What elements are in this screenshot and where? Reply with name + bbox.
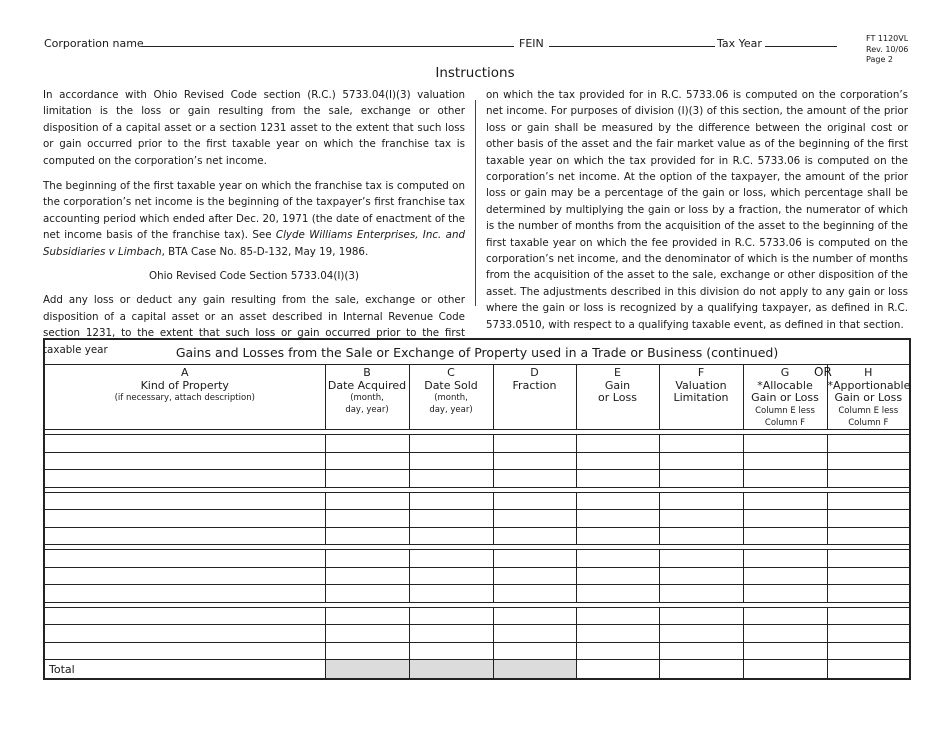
table-title: Gains and Losses from the Sale or Exchange of Property used in a Trade or Business (continued) — [44, 339, 910, 365]
gains-losses-table — [43, 338, 911, 680]
entry-cell-e[interactable] — [576, 470, 659, 488]
case-citation: Clyde Williams Enterprises, Inc. and Subsidiaries v Limbach — [43, 229, 466, 258]
entry-cell-e[interactable] — [576, 625, 659, 643]
entry-cell-c[interactable] — [409, 625, 493, 643]
column-letter: F — [697, 366, 705, 379]
instructions-title: Instructions — [435, 65, 515, 81]
column-header-a — [44, 365, 325, 430]
entry-cell-h[interactable] — [827, 625, 910, 643]
column-header-h — [827, 365, 910, 430]
entry-cell-c[interactable] — [409, 452, 493, 470]
instructions-paragraph-3: Add any loss or deduct any gain resulting from the sale, exchange or other disposition of a capital asset or an asset described in Internal Revenue Code section 1231, to the extent that such loss or gain occurred prior to the first taxable year — [43, 294, 465, 356]
entry-cell-h[interactable] — [827, 527, 910, 545]
paragraph-2-text-a: The beginning of the first taxable year on which the franchise tax is computed on the corporation’s net income is the beginning of the taxpayer’s first franchise tax accounting period which ended after Dec. 20, 1971 (the date of enactment of the net income basis of the franchise tax). See — [43, 180, 465, 242]
total-cell-g[interactable] — [743, 660, 827, 680]
entry-cell-e[interactable] — [576, 585, 659, 603]
entry-cell-c[interactable] — [409, 585, 493, 603]
instructions-paragraph-1: In accordance with Ohio Revised Code section (R.C.) 5733.04(I)(3) valuation limitation is the loss or gain resulting from the sale, exchange or other disposition of a capital asset or a section 1231 asset to the extent that such loss or gain occurred prior to the first taxable year on which the franchise tax is computed on the corporation’s net income. — [43, 89, 465, 167]
entry-cell-e[interactable] — [576, 510, 659, 528]
table-row — [44, 585, 910, 603]
entry-cell-b[interactable] — [325, 492, 409, 510]
entry-cell-g[interactable] — [743, 435, 827, 453]
table-row — [44, 470, 910, 488]
entry-cell-h[interactable] — [827, 567, 910, 585]
entry-cell-b[interactable] — [325, 527, 409, 545]
entry-cell-a[interactable] — [44, 550, 325, 568]
entry-cell-g[interactable] — [743, 492, 827, 510]
entry-cell-c[interactable] — [409, 527, 493, 545]
column-header-f — [659, 365, 743, 430]
entry-cell-b[interactable] — [325, 452, 409, 470]
entry-cell-a[interactable] — [44, 435, 325, 453]
entry-cell-h[interactable] — [827, 550, 910, 568]
entry-cell-g[interactable] — [743, 625, 827, 643]
tax-year-field[interactable] — [765, 46, 837, 47]
fein-field[interactable] — [549, 46, 715, 47]
entry-cell-a[interactable] — [44, 452, 325, 470]
column-header-b — [325, 365, 409, 430]
column-note1: (if necessary, attach description) — [114, 393, 255, 403]
instructions-left-column — [43, 87, 465, 358]
column-header-d — [493, 365, 576, 430]
entry-cell-b[interactable] — [325, 607, 409, 625]
entry-cell-b[interactable] — [325, 470, 409, 488]
entry-cell-d[interactable] — [493, 435, 576, 453]
entry-cell-d[interactable] — [493, 567, 576, 585]
entry-cell-h[interactable] — [827, 452, 910, 470]
entry-cell-a[interactable] — [44, 625, 325, 643]
column-label2: or Loss — [598, 391, 637, 404]
column-letter: H — [864, 366, 873, 379]
entry-cell-a[interactable] — [44, 492, 325, 510]
page-number: Page 2 — [866, 55, 893, 64]
form-revision: Rev. 10/06 — [866, 44, 909, 54]
column-note2: Column F — [764, 417, 806, 428]
entry-cell-b[interactable] — [325, 435, 409, 453]
column-label1: *Allocable — [757, 378, 813, 392]
column-label1: Valuation — [675, 378, 727, 392]
entry-cell-f[interactable] — [659, 470, 743, 488]
entry-cell-f[interactable] — [659, 492, 743, 510]
form-id: FT 1120VL — [866, 34, 909, 43]
entry-cell-e[interactable] — [576, 527, 659, 545]
entry-cell-a[interactable] — [44, 470, 325, 488]
table-row — [44, 550, 910, 568]
entry-cell-e[interactable] — [576, 452, 659, 470]
table-row — [44, 607, 910, 625]
column-letter: A — [180, 366, 189, 379]
entry-cell-d[interactable] — [493, 527, 576, 545]
total-cell-c — [409, 660, 493, 680]
entry-cell-h[interactable] — [827, 607, 910, 625]
column-note2: day, year) — [345, 405, 389, 415]
entry-cell-g[interactable] — [743, 567, 827, 585]
column-label1: Date Sold — [424, 378, 478, 392]
entry-cell-a[interactable] — [44, 510, 325, 528]
entry-cell-f[interactable] — [659, 607, 743, 625]
instructions-paragraph-2 — [43, 178, 465, 260]
instructions-right-column — [486, 87, 908, 333]
column-header-c — [409, 365, 493, 430]
entry-cell-d[interactable] — [493, 492, 576, 510]
entry-cell-g[interactable] — [743, 510, 827, 528]
column-label1: Gain — [604, 378, 631, 392]
entry-cell-f[interactable] — [659, 527, 743, 545]
entry-cell-c[interactable] — [409, 607, 493, 625]
entry-cell-c[interactable] — [409, 567, 493, 585]
entry-cell-c[interactable] — [409, 510, 493, 528]
entry-cell-h[interactable] — [827, 435, 910, 453]
entry-cell-c[interactable] — [409, 550, 493, 568]
column-header-e — [576, 365, 659, 430]
column-note1: Column E less — [838, 405, 899, 416]
table-row — [44, 435, 910, 453]
entry-cell-h[interactable] — [827, 642, 910, 660]
entry-cell-f[interactable] — [659, 585, 743, 603]
instructions-paragraph-4: on which the tax provided for in R.C. 5733.06 is computed on the corporation’s net income. For purposes of division (I)(3) of this section, the amount of the prior loss or gain shall be measured by the difference between the original cost or other basis of the asset and the fair market value as of the beginning of the first taxable year on which the tax provided for in R.C. 5733.06 is computed on the corporation’s net income. At the option of the taxpayer, the amount of the prior loss or gain may be a percentage of the gain or loss, which percentage shall be determined by multiplying the gain or loss by a fraction, the numerator of which is the number of months from the acquisition of the asset to the beginning of the first taxable year on which the fee provided in R.C. 5733.06 is computed on the corporation’s net income, and the denominator of which is the number of months from the acquisition of the asset to the sale, exchange or other disposition of the asset. The adjustments described in this division do not apply to any gain or loss where the gain or loss is recognized by a qualifying taxpayer, as defined in R.C. 5733.0510, with respect to a qualifying taxable event, as defined in that section. — [486, 89, 908, 331]
column-note1: Column E less — [755, 405, 815, 416]
entry-cell-g[interactable] — [743, 585, 827, 603]
total-cell-b — [325, 660, 409, 680]
column-label1: Kind of Property — [140, 378, 229, 392]
table-row — [44, 492, 910, 510]
table-row — [44, 510, 910, 528]
entry-cell-c[interactable] — [409, 642, 493, 660]
column-letter: C — [447, 366, 455, 379]
table-row — [44, 625, 910, 643]
entry-cell-a[interactable] — [44, 585, 325, 603]
column-label1: Fraction — [512, 378, 557, 392]
entry-cell-a[interactable] — [44, 642, 325, 660]
entry-cell-b[interactable] — [325, 625, 409, 643]
entry-cell-d[interactable] — [493, 470, 576, 488]
table-row — [44, 452, 910, 470]
entry-cell-c[interactable] — [409, 435, 493, 453]
entry-cell-f[interactable] — [659, 625, 743, 643]
paragraph-2-text-b: , BTA Case No. 85-D-132, May 19, 1986. — [161, 245, 369, 258]
column-letter: G — [780, 366, 790, 379]
entry-cell-g[interactable] — [743, 642, 827, 660]
entry-cell-d[interactable] — [493, 625, 576, 643]
entry-cell-b[interactable] — [325, 550, 409, 568]
entry-cell-a[interactable] — [44, 527, 325, 545]
entry-cell-g[interactable] — [743, 452, 827, 470]
entry-cell-f[interactable] — [659, 567, 743, 585]
total-cell-h[interactable] — [827, 660, 910, 680]
entry-cell-h[interactable] — [827, 470, 910, 488]
entry-cell-h[interactable] — [827, 492, 910, 510]
column-letter: E — [614, 366, 621, 379]
tax-year-label: Tax Year — [717, 37, 762, 50]
entry-cell-h[interactable] — [827, 585, 910, 603]
entry-cell-e[interactable] — [576, 607, 659, 625]
entry-cell-f[interactable] — [659, 452, 743, 470]
corporation-name-field[interactable] — [141, 46, 514, 47]
entry-cell-b[interactable] — [325, 585, 409, 603]
entry-cell-b[interactable] — [325, 642, 409, 660]
corporation-name-label: Corporation name — [44, 37, 144, 50]
column-note2: Column F — [848, 417, 889, 428]
entry-cell-b[interactable] — [325, 510, 409, 528]
entry-cell-d[interactable] — [493, 452, 576, 470]
entry-cell-b[interactable] — [325, 567, 409, 585]
code-section-subheading: Ohio Revised Code Section 5733.04(I)(3) — [149, 270, 359, 283]
entry-cell-f[interactable] — [659, 435, 743, 453]
fein-label: FEIN — [519, 37, 544, 50]
column-note2: day, year) — [429, 405, 473, 415]
column-label2: Limitation — [673, 391, 729, 404]
entry-cell-a[interactable] — [44, 567, 325, 585]
entry-cell-c[interactable] — [409, 492, 493, 510]
entry-cell-c[interactable] — [409, 470, 493, 488]
column-letter: B — [363, 366, 371, 379]
entry-cell-d[interactable] — [493, 607, 576, 625]
total-label: Total — [44, 660, 325, 680]
entry-cell-d[interactable] — [493, 550, 576, 568]
column-label2: Gain or Loss — [751, 391, 819, 404]
entry-cell-g[interactable] — [743, 607, 827, 625]
table-row — [44, 567, 910, 585]
entry-cell-e[interactable] — [576, 435, 659, 453]
total-cell-d — [493, 660, 576, 680]
entry-cell-f[interactable] — [659, 550, 743, 568]
entry-cell-g[interactable] — [743, 527, 827, 545]
entry-cell-d[interactable] — [493, 642, 576, 660]
entry-cell-d[interactable] — [493, 585, 576, 603]
entry-cell-g[interactable] — [743, 470, 827, 488]
entry-cell-e[interactable] — [576, 550, 659, 568]
table-row — [44, 642, 910, 660]
total-cell-e[interactable] — [576, 660, 659, 680]
column-letter: D — [530, 366, 539, 379]
entry-cell-e[interactable] — [576, 567, 659, 585]
column-label1: Date Acquired — [327, 378, 407, 392]
entry-cell-g[interactable] — [743, 550, 827, 568]
column-divider — [475, 100, 476, 306]
entry-cell-d[interactable] — [493, 510, 576, 528]
column-note1: (month, — [434, 393, 468, 403]
form-id-block — [866, 34, 908, 66]
entry-cell-a[interactable] — [44, 607, 325, 625]
entry-cell-e[interactable] — [576, 642, 659, 660]
column-label1: *Apportionable — [827, 378, 911, 392]
table-row — [44, 527, 910, 545]
entry-cell-h[interactable] — [827, 510, 910, 528]
or-label: OR — [814, 365, 832, 379]
total-cell-f[interactable] — [659, 660, 743, 680]
entry-cell-f[interactable] — [659, 642, 743, 660]
entry-cell-e[interactable] — [576, 492, 659, 510]
column-note1: (month, — [350, 393, 384, 403]
column-label2: Gain or Loss — [834, 391, 903, 404]
entry-cell-f[interactable] — [659, 510, 743, 528]
